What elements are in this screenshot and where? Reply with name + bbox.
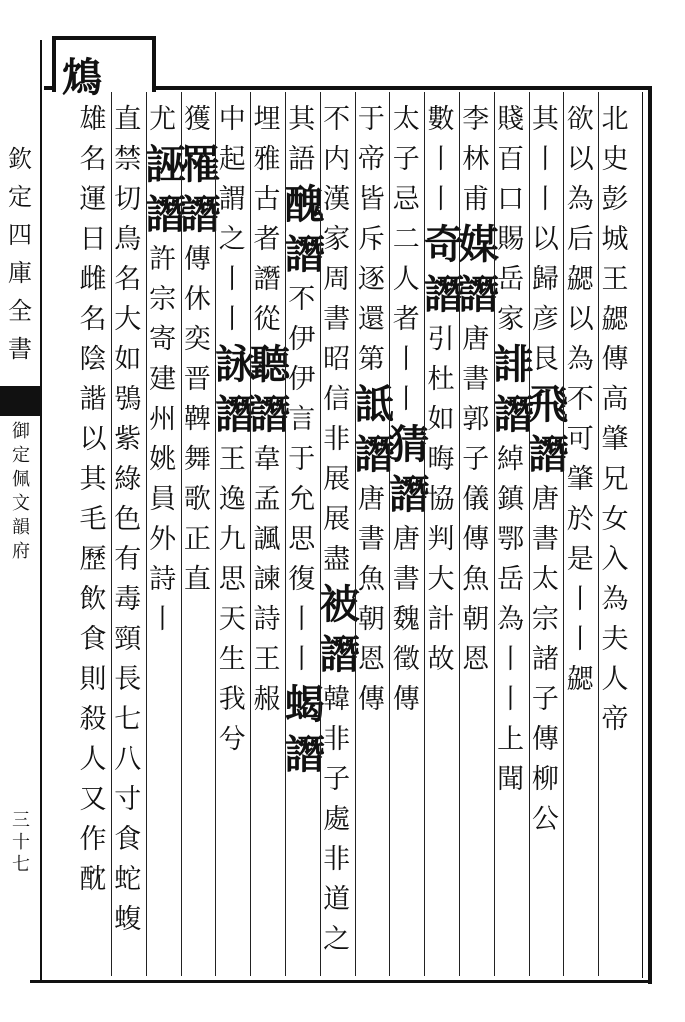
headword: 蝎 — [284, 681, 325, 728]
column-text: 數丨丨 — [427, 104, 455, 215]
column-text: 不内漢家周書昭信非展展盡 — [323, 104, 351, 575]
column-rule — [563, 92, 564, 976]
headword: 譖 — [284, 731, 325, 778]
text-column — [598, 100, 632, 970]
column-text: 欲以為后勰以為不可肇於是丨丨勰 — [566, 104, 594, 695]
text-column — [354, 100, 395, 970]
headword: 醜 — [284, 181, 325, 228]
column-rule — [111, 92, 112, 976]
column-rule — [529, 92, 530, 976]
text-column — [250, 100, 290, 970]
headword: 譖 — [319, 631, 360, 678]
column-text: 綽鎮鄂岳為丨丨上聞 — [497, 444, 525, 795]
text-column — [424, 100, 464, 970]
headword: 譖 — [354, 431, 395, 478]
column-rule — [494, 92, 495, 976]
text-column — [111, 100, 145, 970]
text-column — [215, 100, 256, 970]
column-text: 埋雅古者譖從 — [253, 104, 281, 335]
headword: 譖 — [528, 431, 569, 478]
headword: 詠 — [215, 341, 256, 388]
column-text: 其語 — [288, 104, 316, 175]
column-text: 雄名運日雌名陰諧以其毛歷飲食則殺人又作酖 — [79, 104, 107, 895]
headword: 誹 — [493, 341, 534, 388]
page-number: 三十七 — [12, 810, 30, 875]
headword: 媒 — [458, 221, 499, 268]
headword: 譖 — [250, 391, 290, 438]
text-column — [389, 100, 430, 970]
column-text: 北史彭城王勰傳高肇兄女入為夫人帝 — [601, 104, 629, 735]
book-subtitle: 御定佩文韻府 — [12, 421, 30, 562]
text-column — [145, 100, 186, 970]
column-text: 王逸九思天生我兮 — [218, 444, 246, 755]
headword: 譖 — [284, 231, 325, 278]
column-text: 李林甫 — [462, 104, 490, 215]
column-rule — [146, 92, 147, 976]
column-rule — [320, 92, 321, 976]
column-rule — [598, 92, 599, 976]
headword: 誣 — [145, 141, 186, 188]
headword: 譖 — [389, 471, 430, 518]
headword: 奇 — [424, 221, 464, 268]
column-text: 唐書魚朝恩傳 — [357, 484, 385, 715]
column-text: 于帝皆斥逐還第 — [357, 104, 385, 375]
column-text: 直禁切鳥名大如鴞紫綠色有毒頸長七八寸食蛇蝮 — [114, 104, 142, 935]
text-column — [563, 100, 597, 970]
column-text: 引杜如晦協判大計故 — [427, 324, 455, 675]
column-rule — [459, 92, 460, 976]
headword: 猜 — [389, 421, 430, 468]
column-text: 傳休奕晋鞞舞歌正直 — [183, 244, 211, 595]
header-character: 鴆 — [62, 54, 102, 101]
headword: 聽 — [250, 341, 290, 388]
column-rule — [389, 92, 390, 976]
column-text: 尤 — [149, 104, 177, 135]
headword: 詆 — [354, 381, 395, 428]
column-text: 中起謂之丨丨 — [218, 104, 246, 335]
column-rule — [285, 92, 286, 976]
column-text: 太子忌二人者丨丨 — [392, 104, 420, 415]
text-column — [528, 100, 569, 970]
headword: 譖 — [215, 391, 256, 438]
headword: 譖 — [145, 191, 186, 238]
text-column — [76, 100, 110, 970]
text-column — [284, 100, 325, 970]
headword: 譖 — [458, 271, 499, 318]
column-text: 韓非子處非道之 — [323, 684, 351, 955]
headword: 譖 — [180, 191, 221, 238]
column-text: 獲 — [183, 104, 211, 135]
frame-right-border — [648, 86, 652, 984]
headword: 飛 — [528, 381, 569, 428]
column-text: 許宗寄建州姚員外詩丨 — [149, 244, 177, 635]
headword: 譖 — [493, 391, 534, 438]
column-text: 唐書郭子儀傳魚朝恩 — [462, 324, 490, 675]
column-text: 不伊伊言于允思復丨丨 — [288, 284, 316, 675]
column-text: 韋孟諷諫詩王赧 — [253, 444, 281, 715]
column-rule — [250, 92, 251, 976]
book-title: 欽定四庫全書 — [8, 145, 32, 363]
column-rule — [424, 92, 425, 976]
header-character-box — [52, 36, 156, 101]
column-text: 唐書太宗諸子傳柳公 — [531, 484, 559, 835]
page-margin — [0, 40, 42, 980]
fishtail-mark — [0, 386, 40, 416]
headword: 被 — [319, 581, 360, 628]
column-rule — [215, 92, 216, 976]
headword: 罹 — [180, 141, 221, 188]
frame-bottom-border — [30, 980, 652, 983]
frame-inner-rule — [642, 92, 643, 978]
column-text: 賤百口賜岳家 — [497, 104, 525, 335]
headword: 譖 — [424, 271, 464, 318]
column-text: 其丨丨以歸彦艮 — [531, 104, 559, 375]
column-text: 唐書魏徵傳 — [392, 524, 420, 715]
column-rule — [181, 92, 182, 976]
column-rule — [355, 92, 356, 976]
